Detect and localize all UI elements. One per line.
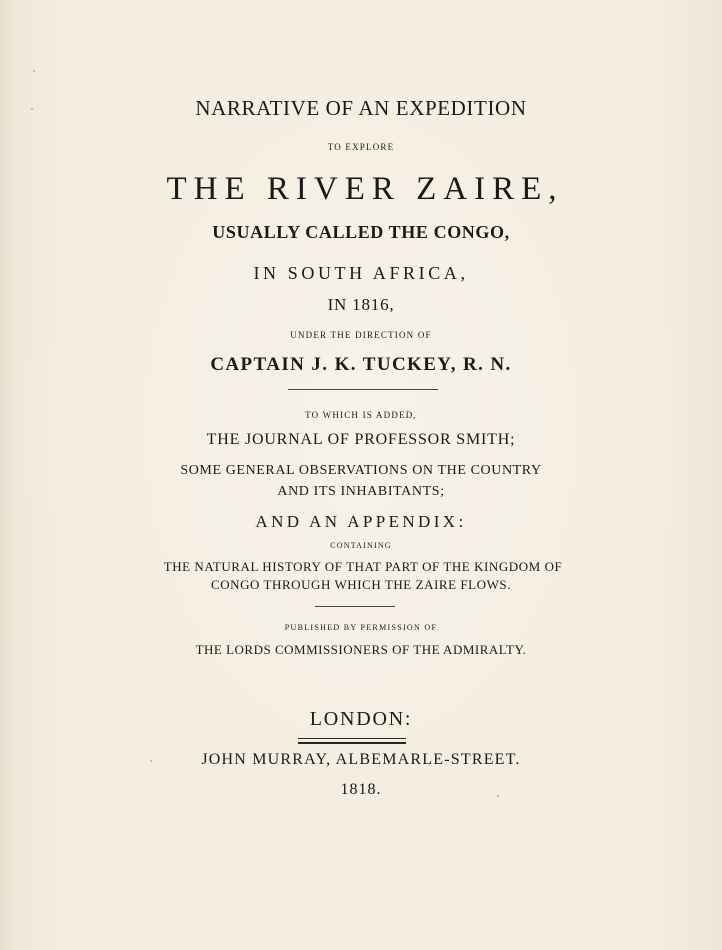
title-journal-smith: THE JOURNAL OF PROFESSOR SMITH; (206, 431, 516, 448)
title-published-permission: PUBLISHED BY PERMISSION OF (284, 623, 438, 632)
title-captain: CAPTAIN J. K. TUCKEY, R. N. (210, 354, 512, 375)
title-london: LONDON: (309, 708, 413, 730)
title-year-expedition: IN 1816, (327, 295, 395, 314)
divider-rule-double (298, 738, 406, 744)
title-publisher: JOHN MURRAY, ALBEMARLE-STREET. (201, 751, 521, 768)
title-inhabitants: AND ITS INHABITANTS; (277, 484, 445, 499)
title-to-explore: TO EXPLORE (327, 142, 395, 152)
title-to-which-added: TO WHICH IS ADDED, (305, 410, 417, 420)
title-appendix: AND AN APPENDIX: (255, 512, 467, 531)
paper-speck (31, 108, 33, 110)
paper-speck (150, 760, 152, 762)
paper-speck (33, 70, 35, 72)
title-publication-year: 1818. (340, 781, 382, 798)
divider-rule-1 (288, 389, 438, 390)
title-lords-commissioners: THE LORDS COMMISSIONERS OF THE ADMIRALTY. (195, 642, 527, 657)
title-south-africa: IN SOUTH AFRICA, (253, 263, 469, 283)
paper-speck (497, 795, 499, 797)
title-natural-history: THE NATURAL HISTORY OF THAT PART OF THE KINGDOM OF (163, 559, 563, 574)
title-river-zaire: THE RIVER ZAIRE, (166, 171, 564, 207)
title-narrative: NARRATIVE OF AN EXPEDITION (195, 96, 527, 120)
title-under-direction: UNDER THE DIRECTION OF (290, 330, 432, 340)
title-containing: CONTAINING (330, 541, 392, 550)
divider-rule-2 (315, 606, 395, 607)
title-general-observations: SOME GENERAL OBSERVATIONS ON THE COUNTRY (180, 463, 542, 478)
title-usually-called: USUALLY CALLED THE CONGO, (212, 222, 510, 242)
title-congo-zaire-flows: CONGO THROUGH WHICH THE ZAIRE FLOWS. (210, 577, 512, 592)
